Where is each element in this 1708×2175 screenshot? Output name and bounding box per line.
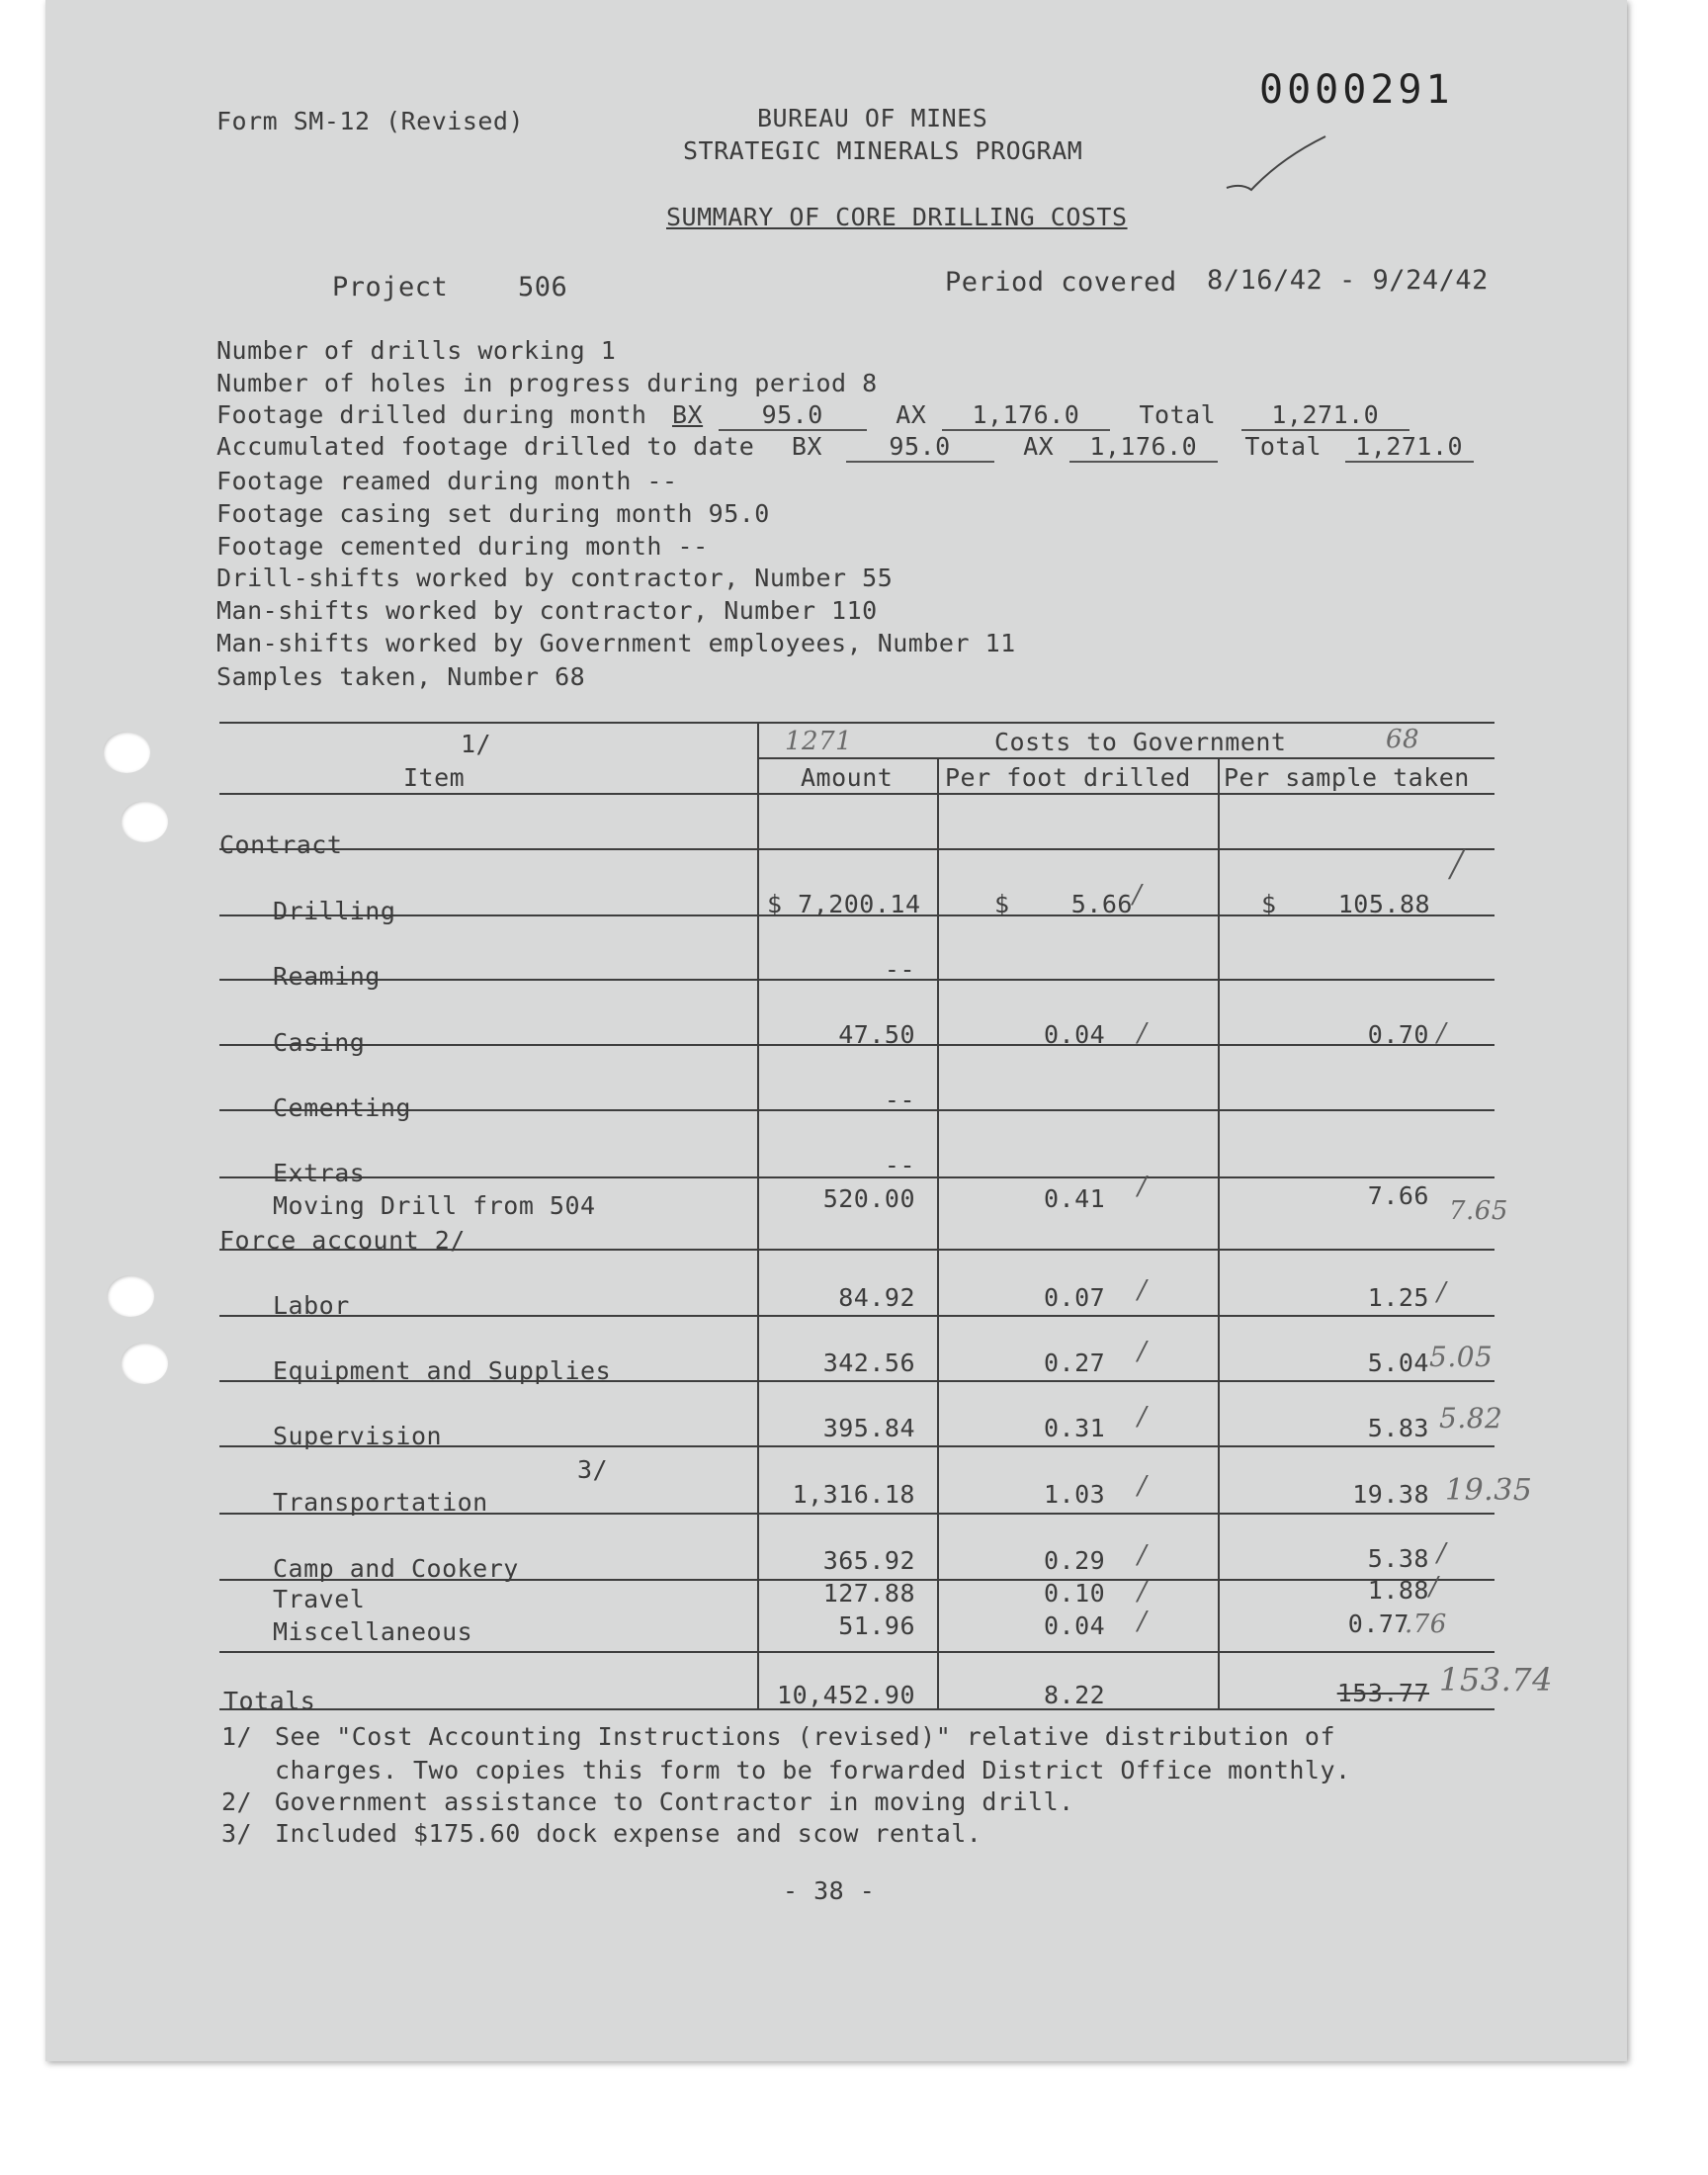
punch-hole (103, 732, 150, 773)
footage-total-value: 1,271.0 (1241, 400, 1409, 431)
handwritten-correction: .76 (1405, 1610, 1447, 1639)
row-amount: 342.56 (822, 1348, 915, 1377)
row-amount: 127.88 (822, 1579, 915, 1608)
row-per-foot: 0.31 (1044, 1414, 1106, 1442)
footnote-mark: 2/ (221, 1787, 253, 1816)
accum-total-label: Total (1244, 432, 1323, 461)
check-icon: / (1138, 1402, 1147, 1432)
check-icon: / (1138, 1471, 1147, 1501)
row-amount: $ 7,200.14 (767, 890, 921, 918)
accum-label: Accumulated footage drilled to date (216, 432, 755, 461)
check-icon: / (1138, 1337, 1147, 1366)
item-header: Item (403, 763, 466, 792)
col-per-foot: Per foot drilled (945, 763, 1191, 792)
row-per-foot: 1.03 (1044, 1480, 1106, 1509)
drills-line: Number of drills working 1 (216, 336, 617, 365)
row-per-sample: 0.77 (1347, 1610, 1409, 1638)
footage-ax-label: AX (896, 400, 927, 429)
man-shifts-gov-line: Man-shifts worked by Government employees, Number 11 (216, 629, 1016, 657)
form-id: Form SM-12 (Revised) (216, 107, 525, 135)
row-item: Travel (273, 1585, 366, 1613)
document-number: 0000291 (1259, 67, 1454, 113)
row-per-sample: 5.38 (1367, 1544, 1429, 1573)
totals-per-sample: 153.77 (1336, 1679, 1429, 1707)
casing-line: Footage casing set during month 95.0 (216, 499, 770, 528)
handwritten-correction: 5.05 (1429, 1341, 1494, 1373)
handwritten-correction: 7.65 (1449, 1196, 1508, 1226)
handwritten-68: 68 (1386, 725, 1420, 754)
row-amount: 520.00 (822, 1184, 915, 1213)
footnote-text: Included $175.60 dock expense and scow rental. (275, 1819, 982, 1848)
document-page (45, 0, 1627, 2061)
punch-hole (121, 1343, 168, 1384)
period-value: 8/16/42 - 9/24/42 (1207, 265, 1489, 296)
accum-ax-value: 1,176.0 (1069, 432, 1218, 463)
check-icon: / (1138, 1275, 1147, 1305)
reamed-line: Footage reamed during month -- (216, 467, 678, 495)
row-per-foot: $ 5.66 (994, 890, 1133, 918)
row-item: Camp and Cookery (273, 1554, 519, 1583)
col-per-sample: Per sample taken (1224, 763, 1470, 792)
row-item: Equipment and Supplies (273, 1356, 612, 1385)
row-item: Miscellaneous (273, 1617, 473, 1646)
row-amount: 84.92 (838, 1283, 915, 1312)
row-per-sample: 5.83 (1367, 1414, 1429, 1442)
footnote-mark: 3/ (221, 1819, 253, 1848)
totals-per-foot: 8.22 (1044, 1681, 1106, 1709)
handwritten-correction: 153.74 (1439, 1661, 1553, 1698)
check-icon: / (1437, 1277, 1446, 1307)
handwritten-correction: 19.35 (1445, 1473, 1533, 1508)
page-title: SUMMARY OF CORE DRILLING COSTS (666, 203, 1128, 231)
row-per-foot: 0.07 (1044, 1283, 1106, 1312)
row-item: Drilling (273, 897, 396, 925)
drill-shifts-line: Drill-shifts worked by contractor, Number 55 (216, 564, 894, 592)
check-icon: / (1429, 1572, 1438, 1602)
row-amount: 1,316.18 (792, 1480, 915, 1509)
check-icon: / (1138, 1607, 1147, 1636)
check-icon: / (1437, 1018, 1446, 1048)
check-icon: / (1138, 1577, 1147, 1607)
check-icon: / (1133, 880, 1142, 910)
footage-ax-value: 1,176.0 (942, 400, 1110, 431)
check-icon: / (1138, 1540, 1147, 1570)
cemented-line: Footage cemented during month -- (216, 532, 709, 561)
force-account-label: Force account 2/ (219, 1226, 466, 1255)
row-per-sample: 5.04 (1367, 1348, 1429, 1377)
col-amount: Amount (801, 763, 894, 792)
transport-footnote-mark: 3/ (577, 1455, 609, 1484)
contract-label: Contract (219, 830, 343, 859)
row-amount: 47.50 (838, 1020, 915, 1049)
footnote-text: Government assistance to Contractor in moving drill. (275, 1787, 1074, 1816)
costs-header: Costs to Government (994, 728, 1287, 756)
footage-bx-label: BX (672, 400, 704, 429)
bureau-name: BUREAU OF MINES (757, 104, 988, 132)
row-per-sample: 7.66 (1367, 1181, 1429, 1210)
row-per-sample: 1.88 (1367, 1576, 1429, 1605)
check-icon: ╱ (1449, 850, 1465, 880)
check-icon: / (1437, 1538, 1446, 1568)
item-footnote-mark: 1/ (461, 730, 492, 758)
man-shifts-contractor-line: Man-shifts worked by contractor, Number 110 (216, 596, 878, 625)
row-per-foot: 0.10 (1044, 1579, 1106, 1608)
program-name: STRATEGIC MINERALS PROGRAM (683, 136, 1083, 165)
row-item: Supervision (273, 1422, 443, 1450)
footage-total-label: Total (1139, 400, 1217, 429)
handwritten-1271: 1271 (785, 727, 853, 756)
holes-line: Number of holes in progress during period 8 (216, 369, 878, 397)
punch-hole (121, 801, 168, 842)
punch-hole (107, 1275, 154, 1317)
row-amount: -- (884, 1086, 915, 1114)
row-amount: 395.84 (822, 1414, 915, 1442)
accum-ax-label: AX (1023, 432, 1055, 461)
row-item: Extras (273, 1159, 366, 1187)
row-per-sample: 19.38 (1352, 1480, 1429, 1509)
totals-label: Totals (223, 1687, 316, 1715)
row-item: Labor (273, 1291, 350, 1320)
footage-bx-value: 95.0 (719, 400, 867, 431)
row-per-foot: 0.04 (1044, 1020, 1106, 1049)
row-per-foot: 0.04 (1044, 1611, 1106, 1640)
check-mark-icon (1222, 129, 1330, 198)
row-item: Reaming (273, 962, 381, 991)
row-item: Moving Drill from 504 (273, 1191, 596, 1220)
project-value: 506 (518, 272, 568, 303)
samples-line: Samples taken, Number 68 (216, 662, 586, 691)
row-per-sample: $ 105.88 (1261, 890, 1431, 918)
check-icon: / (1138, 1172, 1147, 1201)
project-label: Project (332, 272, 449, 303)
accumulated-line (216, 432, 1474, 463)
row-per-foot: 0.41 (1044, 1184, 1106, 1213)
row-item: Transportation (273, 1488, 488, 1517)
row-item: Casing (273, 1028, 366, 1057)
footnote-text: See "Cost Accounting Instructions (revised)" relative distribution of (275, 1722, 1336, 1751)
accum-bx-value: 95.0 (846, 432, 994, 463)
handwritten-correction: 5.82 (1439, 1402, 1503, 1435)
footnote-mark: 1/ (221, 1722, 253, 1751)
period-label: Period covered (945, 267, 1177, 298)
row-per-foot: 0.29 (1044, 1546, 1106, 1575)
totals-amount: 10,452.90 (777, 1681, 915, 1709)
row-per-foot: 0.27 (1044, 1348, 1106, 1377)
row-amount: -- (884, 1151, 915, 1179)
row-amount: 365.92 (822, 1546, 915, 1575)
row-per-sample: 0.70 (1367, 1020, 1429, 1049)
accum-bx-label: BX (791, 432, 822, 461)
footage-label: Footage drilled during month (216, 400, 647, 429)
check-icon: / (1138, 1018, 1147, 1048)
footage-line (216, 400, 1409, 431)
accum-total-value: 1,271.0 (1345, 432, 1474, 463)
footnote-text: charges. Two copies this form to be forwarded District Office monthly. (275, 1756, 1351, 1784)
row-amount: -- (884, 955, 915, 984)
row-amount: 51.96 (838, 1611, 915, 1640)
row-item: Cementing (273, 1093, 411, 1122)
page-number: - 38 - (783, 1876, 876, 1905)
row-per-sample: 1.25 (1367, 1283, 1429, 1312)
